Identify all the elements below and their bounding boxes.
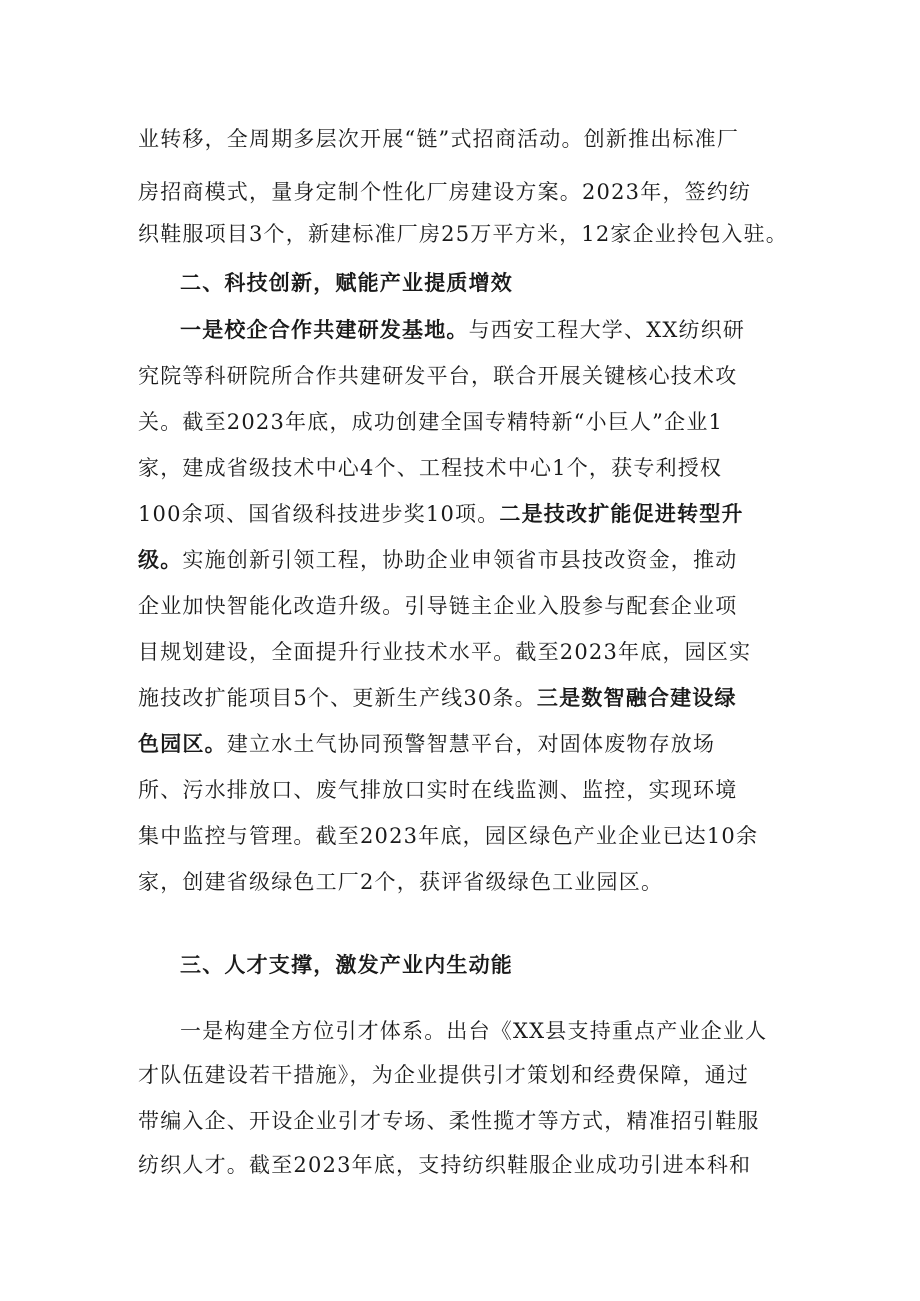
text-line: 集中监控与管理。截至2023年底，园区绿色产业企业已达10余 [138, 824, 759, 848]
text-line: 家，建成省级技术中心4个、工程技术中心1个，获专利授权 [138, 456, 723, 480]
bold-lead: 三是数智融合建设绿 [536, 685, 737, 710]
bold-lead: 一是校企合作共建研发基地。 [180, 317, 469, 342]
bold-lead: 二是技改扩能促进转型升 [499, 501, 744, 526]
text-line: 关。截至2023年底，成功创建全国专精特新“小巨人”企业1 [138, 410, 724, 434]
section-heading: 三、人才支撑，激发产业内生动能 [180, 952, 513, 977]
bold-lead: 级。 [138, 547, 183, 572]
text-line: 带编入企、开设企业引才专场、柔性揽才等方式，精准招引鞋服 [138, 1109, 760, 1133]
text-line: 才队伍建设若干措施》，为企业提供引才策划和经费保障，通过 [138, 1063, 750, 1087]
text-line: 究院等科研院所合作共建研发平台，联合开展关键核心技术攻 [138, 364, 738, 388]
text-line: 企业加快智能化改造升级。引导链主企业入股参与配套企业项 [138, 594, 738, 618]
text-line: 一是构建全方位引才体系。出台《XX县支持重点产业企业人 [180, 1019, 768, 1043]
text-line: 纺织人才。截至2023年底，支持纺织鞋服企业成功引进本科和 [138, 1153, 752, 1177]
text-line [138, 683, 788, 713]
section-heading: 二、科技创新，赋能产业提质增效 [180, 270, 513, 295]
text-span: 施技改扩能项目5个、更新生产线30条。 [138, 686, 537, 710]
text-line: 房招商模式，量身定制个性化厂房建设方案。2023年，签约纺 [138, 180, 752, 204]
text-line [138, 545, 788, 575]
text-line: 织鞋服项目3个，新建标准厂房25万平方米，12家企业拎包入驻。 [138, 222, 789, 246]
text-line: 所、污水排放口、废气排放口实时在线监测、监控，实现环境 [138, 778, 738, 802]
text-line: 业转移，全周期多层次开展“链”式招商活动。创新推出标准厂 [138, 127, 740, 151]
text-span: 与西安工程大学、XX纺织研 [468, 318, 746, 342]
text-line [180, 315, 790, 345]
text-line [138, 499, 788, 529]
text-line: 目规划建设，全面提升行业技术水平。截至2023年底，园区实 [138, 640, 752, 664]
text-line [138, 729, 788, 759]
text-span: 建立水土气协同预警智慧平台，对固体废物存放场 [226, 732, 716, 756]
text-span: 实施创新引领工程，协助企业申领省市县技改资金，推动 [182, 548, 738, 572]
bold-lead: 色园区。 [138, 731, 227, 756]
text-line: 家，创建省级绿色工厂2个，获评省级绿色工业园区。 [138, 870, 664, 894]
text-span: 100余项、国省级科技进步奖10项。 [138, 502, 500, 526]
